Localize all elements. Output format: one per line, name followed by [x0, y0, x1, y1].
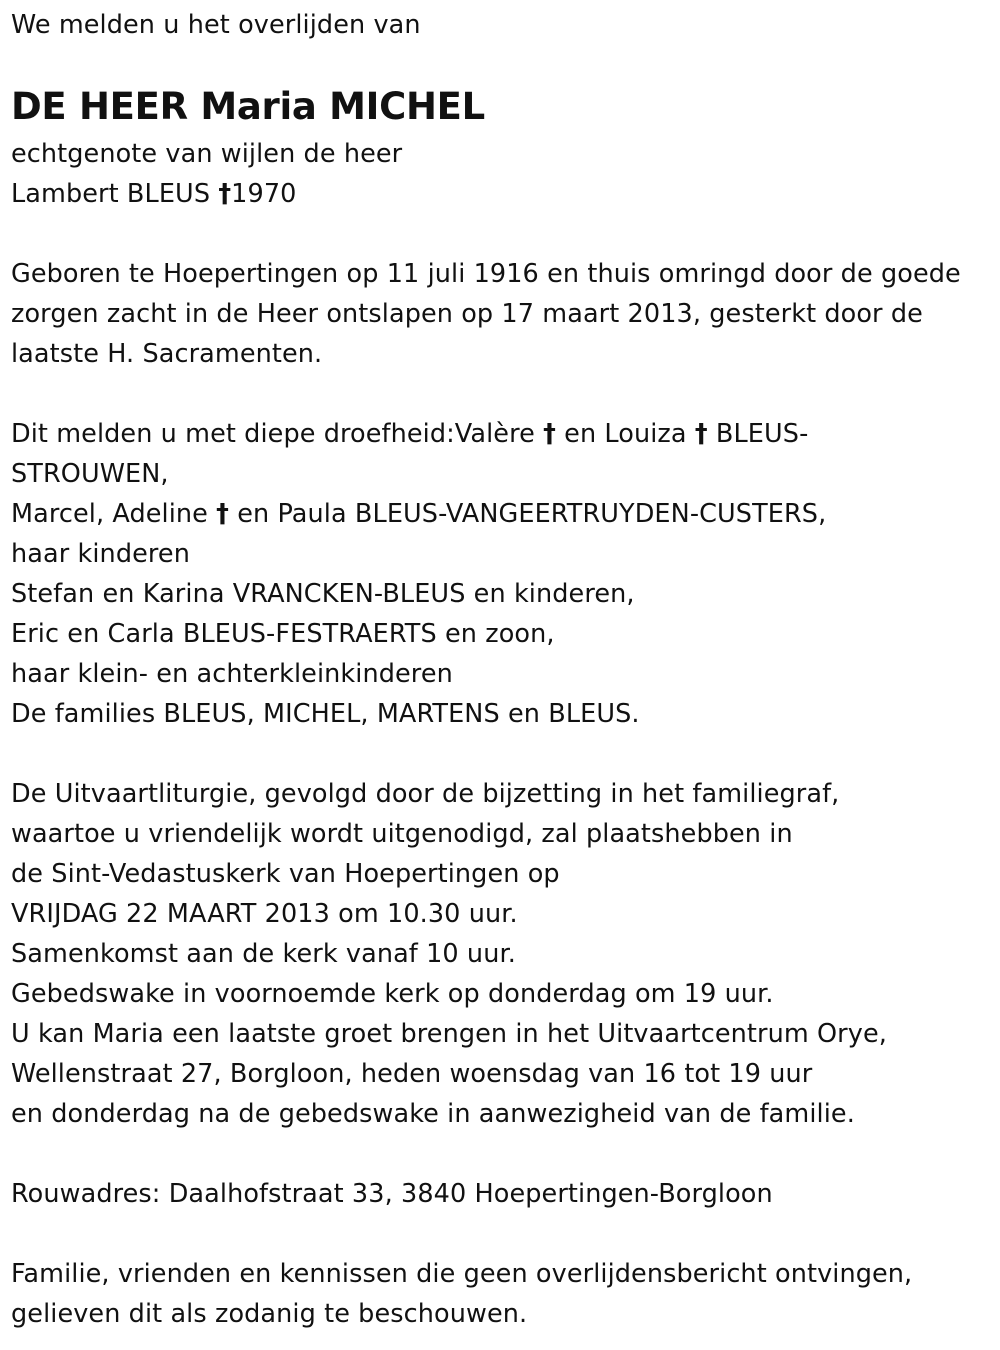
birth-line: zorgen zacht in de Heer ontslapen op 17 maart 2013, gesterkt door de [11, 299, 923, 329]
funeral-line: en donderdag na de gebedswake in aanwezigheid van de familie. [11, 1099, 855, 1129]
family-line: STROUWEN, [11, 459, 169, 489]
funeral-line: de Sint-Vedastuskerk van Hoepertingen op [11, 859, 560, 889]
spouse-name-line [11, 179, 296, 209]
funeral-date-line: VRIJDAG 22 MAART 2013 om 10.30 uur. [11, 899, 518, 929]
family-line [11, 499, 826, 529]
birth-line: laatste H. Sacramenten. [11, 339, 323, 369]
deceased-name: DE HEER Maria MICHEL [11, 85, 485, 128]
spouse-line: echtgenote van wijlen de heer [11, 139, 403, 169]
family-text: en Paula BLEUS-VANGEERTRUYDEN-CUSTERS, [229, 499, 827, 529]
cross-icon: † [543, 419, 556, 449]
funeral-line: waartoe u vriendelijk wordt uitgenodigd, zal plaatshebben in [11, 819, 793, 849]
family-text: BLEUS- [707, 419, 809, 449]
family-line [11, 419, 808, 449]
closing-line: gelieven dit als zodanig te beschouwen. [11, 1299, 528, 1329]
funeral-line: U kan Maria een laatste groet brengen in het Uitvaartcentrum Orye, [11, 1019, 887, 1049]
funeral-line: Samenkomst aan de kerk vanaf 10 uur. [11, 939, 516, 969]
spouse-year: 1970 [231, 179, 297, 209]
intro-text: We melden u het overlijden van [11, 10, 421, 40]
family-text: en Louiza [555, 419, 695, 449]
family-line: haar kinderen [11, 539, 190, 569]
family-line: De families BLEUS, MICHEL, MARTENS en BLEUS. [11, 699, 640, 729]
mourning-address: Rouwadres: Daalhofstraat 33, 3840 Hoepertingen-Borgloon [11, 1179, 773, 1209]
funeral-line: De Uitvaartliturgie, gevolgd door de bijzetting in het familiegraf, [11, 779, 840, 809]
family-text: Marcel, Adeline [11, 499, 217, 529]
family-text: Dit melden u met diepe droefheid:Valère [11, 419, 544, 449]
family-line: Eric en Carla BLEUS-FESTRAERTS en zoon, [11, 619, 555, 649]
funeral-line: Wellenstraat 27, Borgloon, heden woensdag van 16 tot 19 uur [11, 1059, 813, 1089]
closing-line: Familie, vrienden en kennissen die geen overlijdensbericht ontvingen, [11, 1259, 913, 1289]
birth-line: Geboren te Hoepertingen op 11 juli 1916 en thuis omringd door de goede [11, 259, 961, 289]
cross-icon: † [216, 499, 230, 529]
family-line: Stefan en Karina VRANCKEN-BLEUS en kinderen, [11, 579, 635, 609]
family-line: haar klein- en achterkleinkinderen [11, 659, 453, 689]
cross-icon: † [218, 179, 232, 209]
spouse-name: Lambert BLEUS [11, 179, 219, 209]
funeral-line: Gebedswake in voornoemde kerk op donderdag om 19 uur. [11, 979, 774, 1009]
cross-icon: † [694, 419, 708, 449]
